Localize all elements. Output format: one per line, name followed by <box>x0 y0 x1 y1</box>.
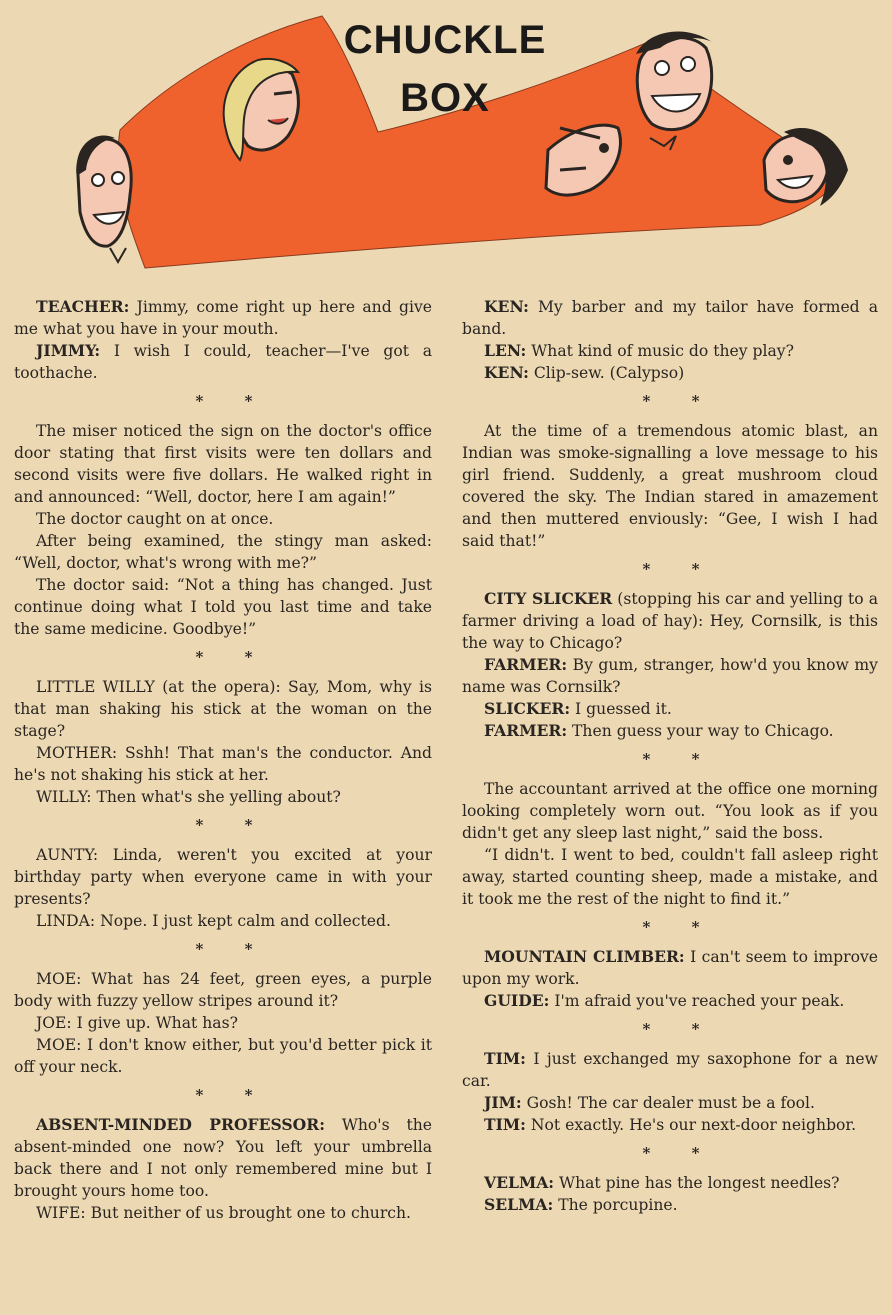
title-chuckle: CHUCKLE <box>343 18 547 62</box>
joke-line: The miser noticed the sign on the doctor's office door stating that first visits were ten dollars and second visits were five dollars. He walked right in and announced: “Well, doctor, here I am again!” <box>14 422 432 506</box>
joke-line: The accountant arrived at the office one morning looking completely worn out. “You look as if you didn't get any sleep last night,” said the boss. <box>462 780 878 842</box>
joke-separator: * * <box>642 392 718 410</box>
right-column <box>462 296 878 1216</box>
joke-line: FARMER: By gum, stranger, how'd you know my name was Cornsilk? <box>462 655 878 696</box>
joke-line: The doctor caught on at once. <box>36 510 274 528</box>
joke-line: KEN: My barber and my tailor have formed a band. <box>462 297 878 338</box>
joke-line: LITTLE WILLY (at the opera): Say, Mom, why is that man shaking his stick at the woman on the stage? <box>14 678 432 740</box>
joke-line: AUNTY: Linda, weren't you excited at your birthday party when everyone came in with your presents? <box>14 846 432 908</box>
chuckle-box-banner <box>0 0 892 290</box>
joke-separator: * * <box>642 1020 718 1038</box>
title-box: BOX <box>400 76 490 120</box>
left-face-illustration <box>77 136 131 262</box>
joke-line: LEN: What kind of music do they play? <box>484 341 794 360</box>
joke-line: TIM: Not exactly. He's our next-door neighbor. <box>484 1115 857 1134</box>
joke-line: JOE: I give up. What has? <box>36 1014 238 1032</box>
joke-line: MOE: I don't know either, but you'd better pick it off your neck. <box>14 1036 432 1076</box>
joke-separator: * * <box>195 940 271 958</box>
joke-line: At the time of a tremendous atomic blast, an Indian was smoke-signalling a love message to his girl friend. Suddenly, a great mushroom cloud covered the sky. The Indian stared in amazement and then muttered enviously: “Gee, I wish I had said that!” <box>462 422 878 550</box>
joke-line: VELMA: What pine has the longest needles? <box>484 1173 840 1192</box>
joke-line: FARMER: Then guess your way to Chicago. <box>484 721 834 740</box>
joke-line: The doctor said: “Not a thing has changed. Just continue doing what I told you last time and take the same medicine. Goodbye!” <box>14 576 432 638</box>
joke-separator: * * <box>195 816 271 834</box>
joke-line: JIMMY: I wish I could, teacher—I've got a toothache. <box>14 341 432 382</box>
joke-line: CITY SLICKER (stopping his car and yelling to a farmer driving a load of hay): Hey, Cornsilk, is this the way to Chicago? <box>462 589 879 652</box>
joke-line: WIFE: But neither of us brought one to church. <box>36 1204 412 1222</box>
joke-separator: * * <box>642 1144 718 1162</box>
joke-separator: * * <box>195 392 271 410</box>
joke-separator: * * <box>642 560 718 578</box>
joke-line: KEN: Clip-sew. (Calypso) <box>484 363 685 382</box>
joke-line: SLICKER: I guessed it. <box>484 699 672 718</box>
joke-line: TIM: I just exchanged my saxophone for a new car. <box>462 1049 878 1090</box>
left-column <box>14 296 432 1224</box>
joke-line: WILLY: Then what's she yelling about? <box>36 788 341 806</box>
joke-line: SELMA: The porcupine. <box>484 1195 678 1214</box>
joke-line: MOE: What has 24 feet, green eyes, a purple body with fuzzy yellow stripes around it? <box>14 970 432 1010</box>
joke-line: After being examined, the stingy man asked: “Well, doctor, what's wrong with me?” <box>14 532 432 572</box>
joke-separator: * * <box>195 648 271 666</box>
joke-line: MOUNTAIN CLIMBER: I can't seem to improve upon my work. <box>462 947 878 988</box>
joke-line: GUIDE: I'm afraid you've reached your peak. <box>484 991 845 1010</box>
joke-line: “I didn't. I went to bed, couldn't fall asleep right away, started counting sheep, made a mistake, and it took me the rest of the night to find it.” <box>462 846 878 908</box>
joke-separator: * * <box>642 750 718 768</box>
joke-separator: * * <box>642 918 718 936</box>
joke-line: TEACHER: Jimmy, come right up here and give me what you have in your mouth. <box>14 297 432 338</box>
joke-line: ABSENT-MINDED PROFESSOR: Who's the absent-minded one now? You left your umbrella back there and I not only remembered mine but I brought yours home too. <box>14 1115 433 1200</box>
joke-line: JIM: Gosh! The car dealer must be a fool. <box>484 1093 815 1112</box>
joke-line: MOTHER: Sshh! That man's the conductor. And he's not shaking his stick at her. <box>14 744 432 784</box>
joke-line: LINDA: Nope. I just kept calm and collected. <box>36 912 391 930</box>
joke-separator: * * <box>195 1086 271 1104</box>
